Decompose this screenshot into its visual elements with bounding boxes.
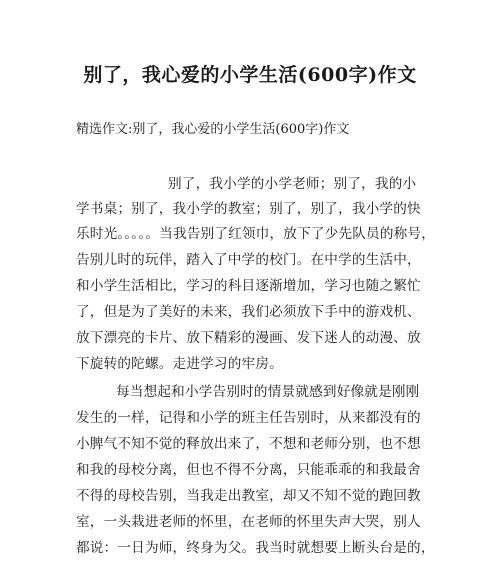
document-subtitle: 精选作文:别了，我心爱的小学生活(600字)作文: [76, 122, 350, 137]
body-line: 和小学生活相比，学习的科目逐渐增加，学习也随之繁忙: [76, 278, 421, 294]
document-title: 别了，我心爱的小学生活(600字)作文: [83, 64, 417, 86]
body-line: 每当想起和小学告别时的情景就感到好像就是刚刚: [116, 384, 420, 400]
body-line: 学书桌；别了，我小学的教室；别了，别了，我小学的快: [76, 201, 421, 217]
body-line: 放下漂亮的卡片、放下精彩的漫画、发下迷人的动漫、放: [76, 330, 421, 346]
body-line: 小脾气不知不觉的释放出来了，不想和老师分别，也不想: [76, 436, 421, 452]
body-line: 发生的一样，记得和小学的班主任告别时，从来都没有的: [76, 410, 421, 426]
body-line: 和我的母校分离，但也不得不分离，只能乖乖的和我最舍: [76, 462, 421, 478]
body-line: 室，一头栽进老师的怀里，在老师的怀里失声大哭，别人: [76, 514, 421, 530]
body-line: 告别儿时的玩伴，踏入了中学的校门。在中学的生活中，: [76, 252, 421, 268]
body-line: 下旋转的陀螺。走进学习的牢房。: [76, 356, 283, 372]
body-line: 了，但是为了美好的未来，我们必须放下手中的游戏机、: [76, 304, 421, 320]
body-line: 都说：一日为师，终身为父。我当时就想要上断头台是的，: [76, 540, 435, 556]
body-line: 别了，我小学的小学老师；别了，我的小: [168, 176, 417, 192]
body-line: 乐时光。。。。。当我告别了红领巾，放下了少先队员的称号，: [76, 226, 436, 242]
body-line: 不得的母校告别，当我走出教室，却又不知不觉的跑回教: [76, 488, 421, 504]
